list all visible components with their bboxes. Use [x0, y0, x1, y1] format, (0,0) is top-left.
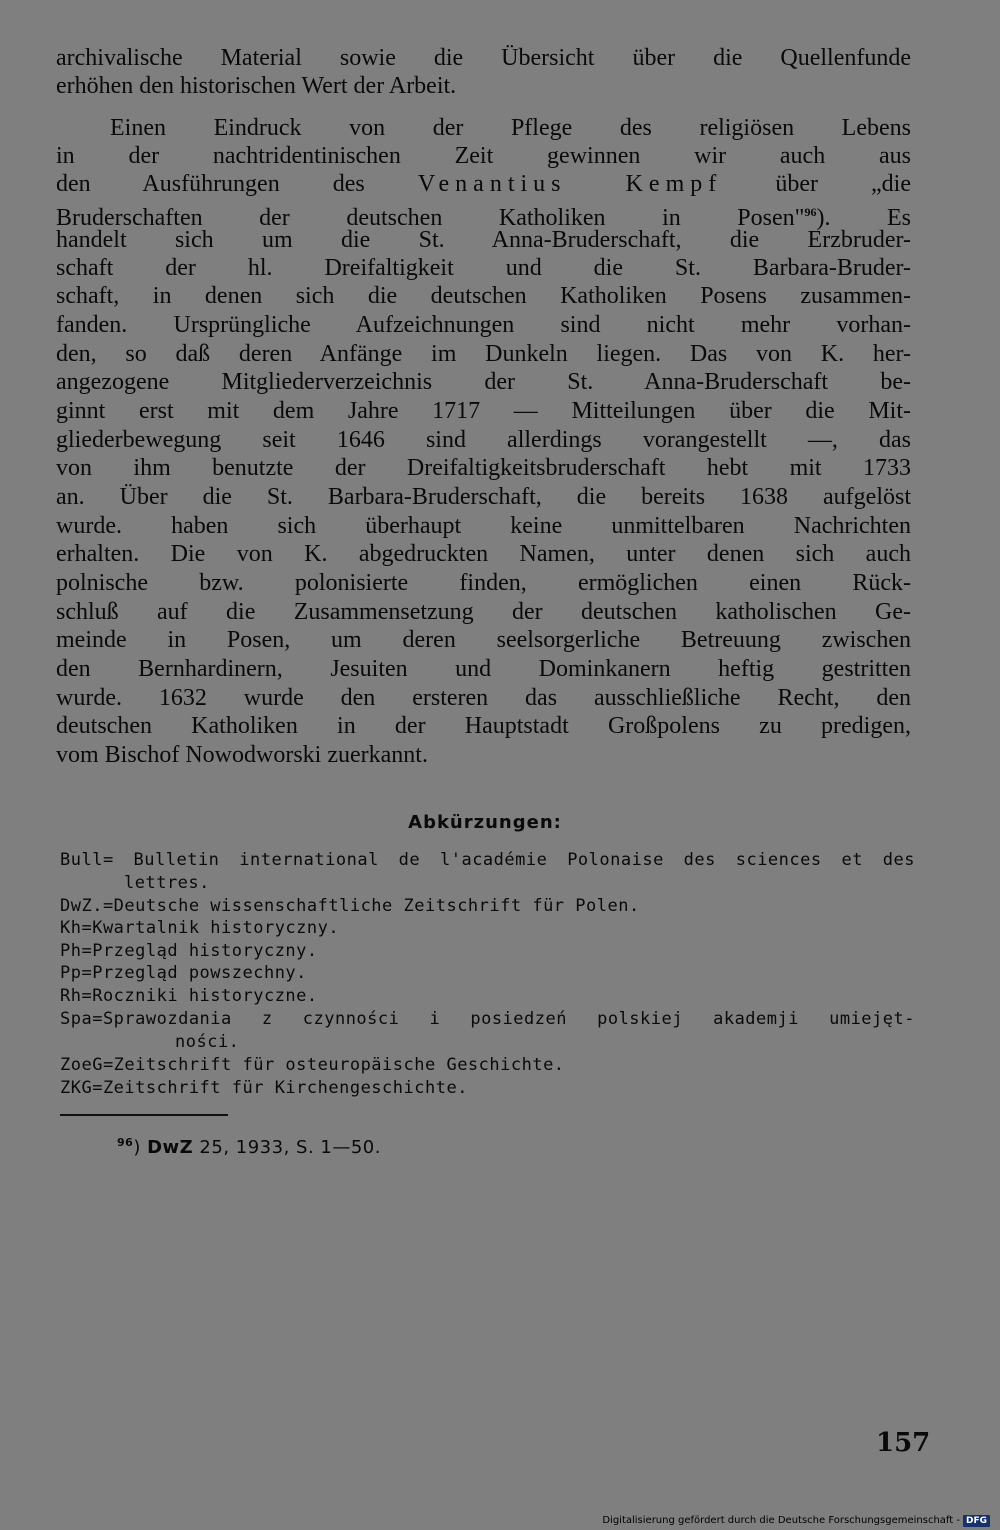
text-line [56, 170, 911, 198]
abbreviation-entry: ności. [175, 1032, 240, 1052]
footnote-text: 25, 1933, S. 1—50. [199, 1137, 381, 1158]
text-line: angezogene Mitgliederverzeichnis der St. Anna-Bruderschaft be- [56, 369, 911, 395]
text-line: an. Über die St. Barbara-Bruderschaft, die bereits 1638 aufgelöst [56, 484, 911, 510]
abbreviation-entry: Pp=Przegląd powszechny. [60, 963, 307, 983]
abbreviation-entry: ZKG=Zeitschrift für Kirchengeschichte. [60, 1078, 468, 1098]
text-line: schaft, in denen sich die deutschen Katholiken Posens zusammen- [56, 283, 911, 309]
footnote: $^{96}$) DwZ 25, 1933, S. 1—50. [117, 1136, 381, 1158]
text-line: erhöhen den historischen Wert der Arbeit. [56, 73, 457, 99]
footnote-divider [60, 1114, 228, 1116]
text-line: schluß auf die Zusammensetzung der deutschen katholischen Ge- [56, 599, 911, 625]
text-line: deutschen Katholiken in der Hauptstadt Großpolens zu predigen, [56, 713, 911, 739]
text-line: wurde. 1632 wurde den ersteren das ausschließliche Recht, den [56, 685, 911, 711]
text-line: fanden. Ursprüngliche Aufzeichnungen sind nicht mehr vorhan- [56, 312, 911, 338]
text-line: den Bernhardinern, Jesuiten und Dominkanern heftig gestritten [56, 656, 911, 682]
text-line: polnische bzw. polonisierte finden, ermöglichen einen Rück- [56, 570, 911, 596]
footnote-reference: 96 [804, 205, 817, 219]
text-line: meinde in Posen, um deren seelsorgerliche Betreuung zwischen [56, 627, 911, 653]
abbreviation-entry: Bull= Bulletin international de l'académie Polonaise des sciences et des [60, 850, 915, 870]
credit-text: Digitalisierung gefördert durch die Deutsche Forschungsgemeinschaft - [602, 1515, 960, 1526]
text-line: schaft der hl. Dreifaltigkeit und die St. Barbara-Bruder- [56, 255, 911, 281]
text-line: gliederbewegung seit 1646 sind allerdings vorangestellt —, das [56, 427, 911, 453]
abbreviation-entry: Rh=Roczniki historyczne. [60, 986, 318, 1006]
footnote-journal: DwZ [147, 1137, 194, 1158]
text-segment: den Ausführungen des [56, 171, 365, 197]
text-segment: über „die [775, 171, 912, 197]
abbreviation-entry: lettres. [124, 873, 210, 893]
text-line: Einen Eindruck von der Pflege des religiösen Lebens [110, 115, 911, 141]
text-segment: ). Es [816, 205, 912, 231]
text-line: ginnt erst mit dem Jahre 1717 — Mitteilungen über die Mit- [56, 398, 911, 424]
abbreviation-entry: Spa=Sprawozdania z czynności i posiedzeń polskiej akademji umiejęt- [60, 1009, 915, 1029]
dfg-logo-icon: DFG [963, 1515, 990, 1527]
text-line: in der nachtridentinischen Zeit gewinnen wir auch aus [56, 143, 911, 169]
abbreviation-entry: DwZ.=Deutsche wissenschaftliche Zeitschrift für Polen. [60, 896, 640, 916]
footnote-mark: 96 [117, 1136, 134, 1149]
abbreviations-heading: Abkürzungen: [408, 812, 562, 833]
page-number: 157 [876, 1428, 931, 1458]
abbreviation-entry: Kh=Kwartalnik historyczny. [60, 918, 340, 938]
text-line: wurde. haben sich überhaupt keine unmittelbaren Nachrichten [56, 513, 911, 539]
text-line: von ihm benutzte der Dreifaltigkeitsbruderschaft hebt mit 1733 [56, 455, 911, 481]
text-line: handelt sich um die St. Anna-Bruderschaft, die Erzbruder- [56, 227, 911, 253]
digitization-credit [602, 1513, 990, 1528]
author-name: Venantius Kempf [417, 171, 723, 197]
text-line: vom Bischof Nowodworski zuerkannt. [56, 742, 428, 768]
text-segment: Bruderschaften der deutschen Katholiken in Posen" [56, 205, 805, 231]
text-line: erhalten. Die von K. abgedruckten Namen, unter denen sich auch [56, 541, 911, 567]
abbreviation-entry: ZoeG=Zeitschrift für osteuropäische Geschichte. [60, 1055, 565, 1075]
text-line: den, so daß deren Anfänge im Dunkeln liegen. Das von K. her- [56, 341, 911, 367]
text-line: archivalische Material sowie die Übersicht über die Quellenfunde [56, 45, 911, 71]
abbreviation-entry: Ph=Przegląd historyczny. [60, 941, 318, 961]
